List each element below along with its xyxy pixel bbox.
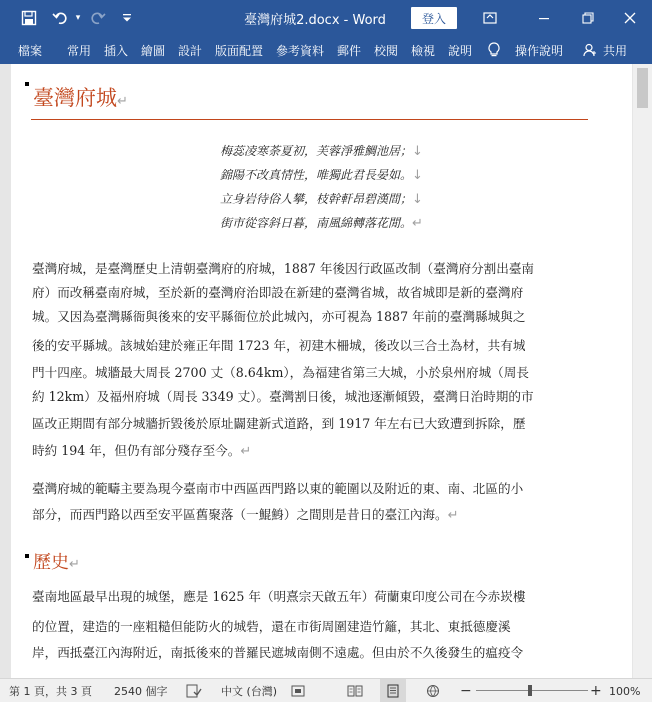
word-count[interactable]: 2540 個字 — [114, 685, 168, 698]
undo-icon[interactable] — [48, 0, 72, 36]
print-layout-icon[interactable] — [380, 679, 406, 702]
heading-marker — [25, 82, 29, 86]
heading-rule — [31, 119, 588, 120]
paragraph-line: 臺灣府城，是臺灣歷史上清朝臺灣府的府城，1887 年後因行政區改制（臺灣府分割出臺南 — [32, 261, 535, 276]
paragraph-line: 的位置，建造的一座粗糙但能防火的城砦，還在市街周圍建造竹籬，其北、東抵德慶溪 — [32, 619, 511, 634]
tab-insert[interactable]: 插入 — [104, 43, 129, 58]
poem-line: 梅蕊凌寒荼夏初，芙蓉淨雅鯛池居；↓ — [220, 144, 423, 159]
zoom-slider-thumb[interactable] — [528, 685, 532, 696]
share-button[interactable]: 共用 — [603, 43, 628, 58]
tab-file[interactable]: 檔案 — [18, 43, 43, 58]
zoom-in-button[interactable]: + — [590, 683, 602, 699]
user-icon[interactable] — [583, 36, 597, 64]
document-page[interactable] — [11, 64, 632, 678]
language-indicator[interactable]: 中文 (台灣) — [221, 685, 278, 698]
paragraph-line: 區改正期間有部分城牆折毀後於原址闢建新式道路，到 1917 年左右已大致遭到拆除，歷 — [32, 416, 526, 431]
ribbon-tabs — [0, 36, 652, 64]
document-area — [0, 64, 652, 678]
save-icon[interactable] — [14, 0, 44, 36]
poem-line: 街市從容斜日暮，南風綿轉落花閒。↵ — [220, 216, 423, 231]
zoom-slider[interactable] — [476, 690, 588, 691]
paragraph-line: 後的安平縣城。該城始建於雍正年間 1723 年，初建木柵城，後改以三合土為材，共有城 — [32, 338, 526, 353]
heading-marker — [25, 554, 29, 558]
paragraph-line: 臺灣府城的範疇主要為現今臺南市中西區西門路以東的範圍以及附近的東、南、北區的小 — [32, 481, 524, 496]
paragraph-line: 部分，而西門路以西至安平區舊聚落（一鯤鯓）之間則是昔日的臺江內海。↵ — [32, 507, 459, 523]
paragraph-line: 岸，西抵臺江內海附近，南抵後來的普羅民遮城南側不遠處。但由於不久後發生的瘟疫令 — [32, 645, 524, 660]
minimize-icon[interactable] — [526, 0, 562, 36]
document-title: 臺灣府城2.docx - Word — [244, 12, 386, 28]
web-layout-icon[interactable] — [426, 679, 440, 702]
status-bar — [0, 678, 652, 702]
tab-design[interactable]: 設計 — [178, 43, 203, 58]
paragraph-line: 城。又因為臺灣縣衙與後來的安平縣衙位於此城內，亦可視為 1887 年前的臺灣縣城與之 — [32, 309, 526, 324]
heading-taiwan-prefecture: 臺灣府城↵ — [33, 86, 128, 110]
vertical-scrollbar[interactable] — [633, 64, 652, 678]
paragraph-line: 臺南地區最早出現的城堡，應是 1625 年（明熹宗天啟五年）荷蘭東印度公司在今赤崁樓 — [32, 589, 526, 604]
paragraph-line: 府）而改稱臺南府城，至於新的臺灣府治即設在新建的臺灣省城，故省城即是新的臺灣府 — [32, 285, 524, 300]
focus-mode-icon[interactable] — [291, 679, 305, 702]
proofing-icon[interactable] — [186, 679, 202, 702]
page-count[interactable]: 第 1 頁，共 3 頁 — [9, 685, 92, 698]
paragraph-line: 約 12km）及福州府城（周長 3349 丈）。臺灣割日後，城池逐漸傾毀，臺灣日治時期的市 — [32, 389, 534, 404]
tab-draw[interactable]: 繪圖 — [141, 43, 166, 58]
heading-history: 歷史↵ — [33, 552, 80, 573]
customize-toolbar-icon[interactable] — [118, 0, 136, 36]
paragraph-line: 時約 194 年，但仍有部分殘存至今。↵ — [32, 443, 252, 459]
zoom-level[interactable]: 100% — [609, 684, 641, 698]
title-bar — [0, 0, 652, 36]
undo-dropdown-icon[interactable]: ▾ — [75, 13, 81, 23]
tab-layout[interactable]: 版面配置 — [215, 43, 264, 58]
ribbon-display-icon[interactable] — [472, 0, 508, 36]
read-mode-icon[interactable] — [347, 679, 363, 702]
zoom-out-button[interactable]: − — [460, 683, 472, 699]
redo-icon[interactable] — [88, 0, 108, 36]
scrollbar-thumb[interactable] — [637, 68, 648, 108]
close-icon[interactable] — [612, 0, 648, 36]
lightbulb-icon[interactable] — [487, 36, 501, 64]
tab-review[interactable]: 校閱 — [374, 43, 399, 58]
tell-me-search[interactable]: 操作說明 — [515, 43, 564, 58]
poem-line: 錦陽不改真情性，唯獨此君長晏如。↓ — [220, 168, 423, 183]
tab-references[interactable]: 參考資料 — [276, 43, 325, 58]
restore-icon[interactable] — [570, 0, 606, 36]
tab-help[interactable]: 說明 — [448, 43, 473, 58]
tab-mailings[interactable]: 郵件 — [337, 43, 362, 58]
tab-view[interactable]: 檢視 — [411, 43, 436, 58]
paragraph-line: 門十四座。城牆最大周長 2700 丈（8.64km），為福建省第三大城，小於泉州府城（周長 — [32, 365, 529, 380]
poem-line: 立身岩待俗人攀，枝幹軒昂碧漢間；↓ — [220, 192, 423, 207]
tab-home[interactable]: 常用 — [67, 43, 92, 58]
login-button[interactable]: 登入 — [411, 7, 457, 29]
